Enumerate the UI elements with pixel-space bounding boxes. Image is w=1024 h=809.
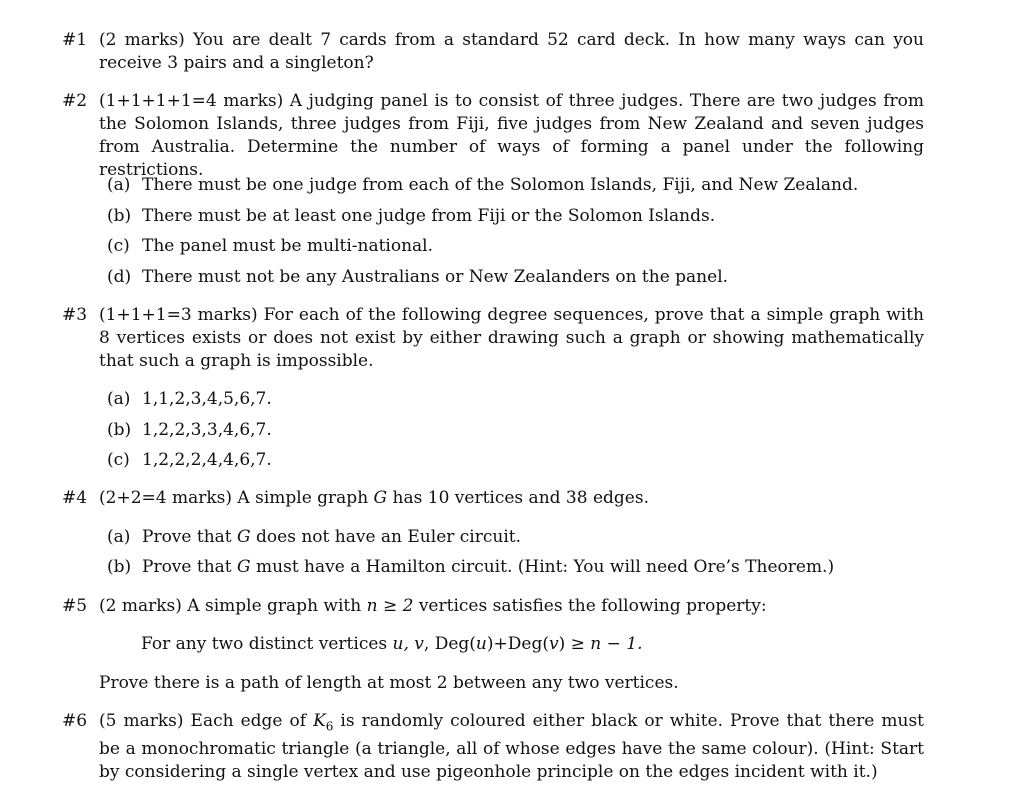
text-segment: does not have an Euler circuit. — [250, 527, 522, 547]
problem-text — [99, 487, 924, 510]
text-segment: vertices satisfies the following property: — [413, 596, 767, 616]
math-variable: G — [237, 527, 251, 547]
problem-number: #1 — [62, 30, 88, 50]
math-condition: n ≥ 2 — [366, 596, 414, 616]
problem-2-part-d — [107, 266, 907, 289]
problem-2-part-b — [107, 205, 907, 228]
text-segment: Prove that — [142, 557, 238, 577]
problem-text: (1+1+1=3 marks) For each of the following degree sequences, prove that a simple graph with 8 vertices exists or does not exist by either drawing such a graph or showing mathematically that such a graph is impossible. — [99, 305, 924, 371]
problem-text: (2 marks) You are dealt 7 cards from a standard 52 card deck. In how many ways can you receive 3 pairs and a singleton? — [99, 30, 924, 73]
part-text: There must be at least one judge from Fiji or the Solomon Islands. — [142, 206, 716, 226]
problem-3-part-a — [107, 388, 907, 411]
problem-2-part-a — [107, 174, 907, 197]
math-subscript: 6 — [325, 719, 334, 734]
text-segment: For any two distinct vertices — [141, 634, 393, 654]
problem-number: #2 — [62, 91, 88, 111]
text-segment: Prove that — [142, 527, 238, 547]
part-text: There must be one judge from each of the Solomon Islands, Fiji, and New Zealand. — [142, 175, 859, 195]
text-segment: has 10 vertices and 38 edges. — [387, 488, 649, 508]
math-variable: u — [475, 634, 487, 654]
part-text: 1,2,2,3,3,4,6,7. — [142, 420, 272, 440]
part-text: 1,1,2,3,4,5,6,7. — [142, 389, 272, 409]
part-label: (a) — [107, 389, 131, 409]
text-segment: )+Deg( — [486, 634, 549, 654]
part-text: There must not be any Australians or New Zealanders on the panel. — [142, 267, 729, 287]
math-expression: n − 1. — [590, 634, 643, 654]
math-variable: v — [548, 634, 559, 654]
problem-5-property — [141, 633, 643, 656]
problem-5-conclusion: Prove there is a path of length at most 2 between any two vertices. — [99, 673, 679, 693]
text-segment: is randomly coloured either black or white. Prove that there must be a monochromatic triangle (a triangle, all of whose edges have the same colour). (Hint: Start by considering a single vertex and use pigeonhole principle on the edges incident with it.) — [99, 711, 924, 783]
problem-3 — [62, 304, 924, 373]
problem-3-part-b — [107, 419, 907, 442]
problem-number: #5 — [62, 596, 88, 616]
problem-3-part-c — [107, 449, 907, 472]
part-label: (b) — [107, 420, 132, 440]
problem-4 — [62, 487, 924, 510]
text-segment: (2+2=4 marks) A simple graph — [99, 488, 374, 508]
problem-text: (1+1+1+1=4 marks) A judging panel is to consist of three judges. There are two judges from the Solomon Islands, three judges from Fiji, five judges from New Zealand and seven judges from Australia. Determine the number of ways of forming a panel under the following restrictions. — [99, 91, 924, 180]
part-label: (b) — [107, 557, 132, 577]
problem-2-part-c — [107, 235, 907, 258]
part-label: (a) — [107, 527, 131, 547]
text-segment: , Deg( — [423, 634, 476, 654]
math-variable: G — [373, 488, 388, 508]
part-text: 1,2,2,2,4,4,6,7. — [142, 450, 272, 470]
part-label: (c) — [107, 236, 130, 256]
problem-number: #3 — [62, 305, 88, 325]
math-variable: G — [237, 557, 251, 577]
part-label: (c) — [107, 450, 130, 470]
problem-4-part-b — [107, 556, 907, 579]
problem-4-part-a — [107, 526, 907, 549]
problem-6 — [62, 710, 924, 784]
math-variable: u, v — [392, 634, 424, 654]
text-segment: must have a Hamilton circuit. (Hint: You will need Ore’s Theorem.) — [250, 557, 835, 577]
problem-2 — [62, 90, 924, 182]
problem-5 — [62, 595, 924, 618]
math-graph-name: K — [313, 711, 326, 731]
problem-1 — [62, 29, 924, 75]
text-segment: (5 marks) Each edge of — [99, 711, 314, 731]
problem-text — [99, 710, 924, 784]
problem-text — [99, 595, 924, 618]
part-label: (d) — [107, 267, 132, 287]
part-text: The panel must be multi-national. — [142, 236, 434, 256]
text-segment: (2 marks) A simple graph with — [99, 596, 367, 616]
part-label: (b) — [107, 206, 132, 226]
part-label: (a) — [107, 175, 131, 195]
text-segment: ) ≥ — [558, 634, 591, 654]
problem-number: #6 — [62, 711, 88, 731]
problem-number: #4 — [62, 488, 88, 508]
